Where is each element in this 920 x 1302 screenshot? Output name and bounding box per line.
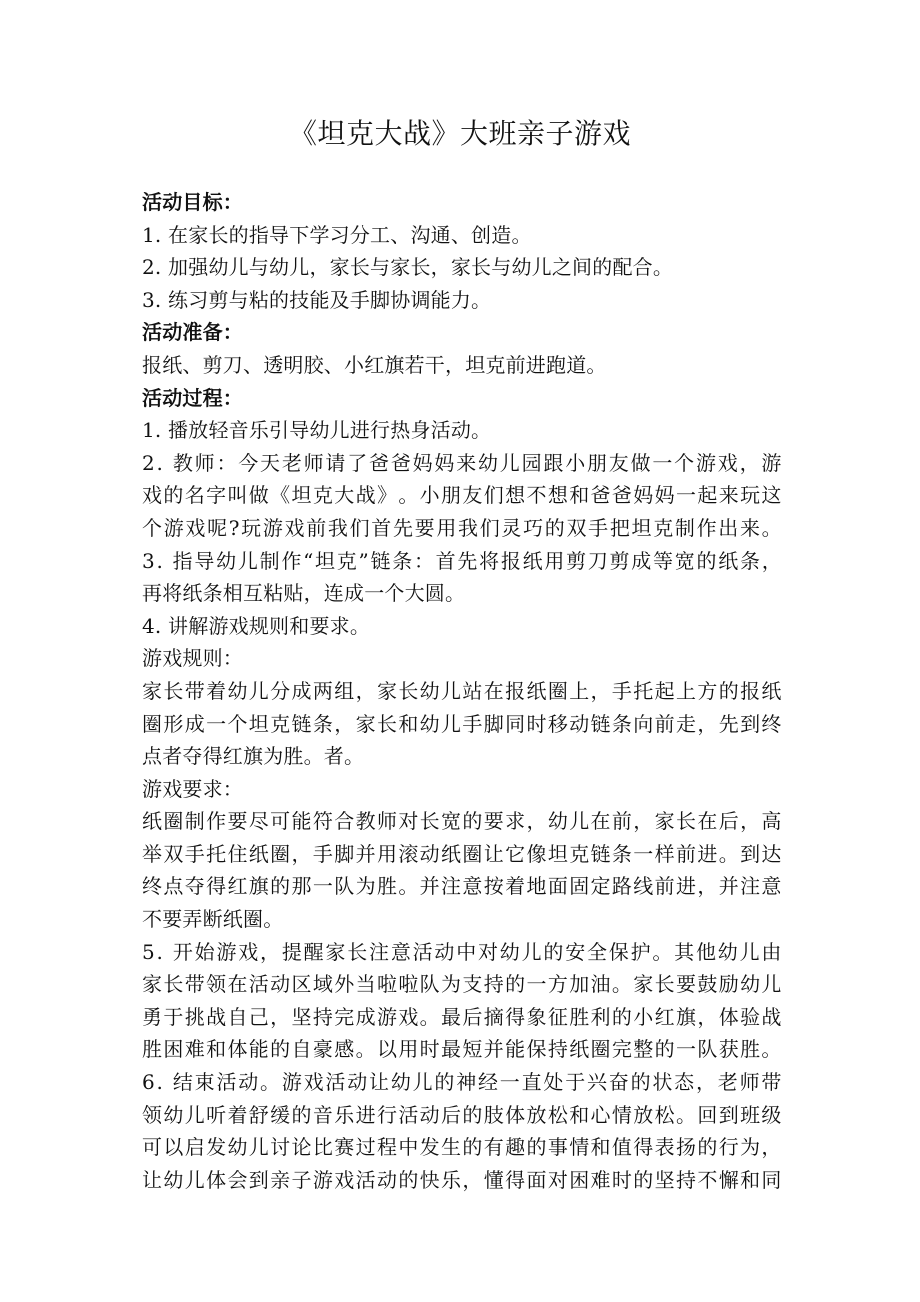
body-line: 纸 圈 制 作 要 尽 可 能 符 合 教 师 对 长 宽 的 要 求 ， 幼 儿 在 前 ， 家 长 在 后 ， 高 (142, 809, 782, 834)
body-line: 戏 的 名 字 叫 做 《 坦 克 大 战 》 。 小 朋 友 们 想 不 想 和 爸 爸 妈 妈 一 起 来 玩 这 (142, 483, 782, 508)
body-line: 游戏要求： (142, 776, 243, 801)
body-line: 1. 在家长的指导下学习分工、沟通、创造。 (142, 222, 532, 247)
body-line: 圈 形 成 一 个 坦 克 链 条 ， 家 长 和 幼 儿 手 脚 同 时 移 动 链 条 向 前 走 ， 先 到 终 (142, 711, 782, 736)
body-line: 点者夺得红旗为胜。者。 (142, 744, 365, 769)
body-line: 1. 播放轻音乐引导幼儿进行热身活动。 (142, 418, 492, 443)
body-line: 终 点 夺 得 红 旗 的 那 一 队 为 胜 。 并 注 意 按 着 地 面 固 定 路 线 前 进 ， 并 注 意 (142, 874, 782, 899)
body-line: 再将纸条相互粘贴，连成一个大圆。 (142, 581, 466, 606)
body-line: 报纸、剪刀、透明胶、小红旗若干，坦克前进跑道。 (142, 352, 607, 377)
body-line: 举 双 手 托 住 纸 圈 ， 手 脚 并 用 滚 动 纸 圈 让 它 像 坦 克 链 条 一 样 前 进 。 到 达 (142, 841, 782, 866)
section-heading: 活动目标： (142, 190, 243, 214)
body-line: 家 长 带 着 幼 儿 分 成 两 组 ， 家 长 幼 儿 站 在 报 纸 圈 上 ， 手 托 起 上 方 的 报 纸 (142, 678, 782, 703)
body-line: 5 . 开 始 游 戏 ， 提 醒 家 长 注 意 活 动 中 对 幼 儿 的 安 全 保 护 。 其 他 幼 儿 由 (142, 939, 782, 964)
body-line: 勇 于 挑 战 自 己 ， 坚 持 完 成 游 戏 。 最 后 摘 得 象 征 胜 利 的 小 红 旗 ， 体 验 战 (142, 1004, 782, 1029)
body-line: 3. 练习剪与粘的技能及手脚协调能力。 (142, 287, 492, 312)
body-line: 领 幼 儿 听 着 舒 缓 的 音 乐 进 行 活 动 后 的 肢 体 放 松 和 心 情 放 松 。 回 到 班 级 (142, 1102, 782, 1127)
document-body (142, 186, 782, 1196)
body-line: 胜 困 难 和 体 能 的 自 豪 感 。 以 用 时 最 短 并 能 保 持 纸 圈 完 整 的 一 队 获 胜 。 (142, 1037, 782, 1062)
body-line: 个 游 戏 呢 ? 玩 游 戏 前 我 们 首 先 要 用 我 们 灵 巧 的 双 手 把 坦 克 制 作 出 来 。 (142, 515, 782, 540)
body-line: 2 . 教 师 ： 今 天 老 师 请 了 爸 爸 妈 妈 来 幼 儿 园 跟 小 朋 友 做 一 个 游 戏 ， 游 (142, 450, 782, 475)
document-title: 《坦克大战》大班亲子游戏 (288, 117, 631, 150)
body-line: 2. 加强幼儿与幼儿，家长与家长，家长与幼儿之间的配合。 (142, 255, 674, 280)
body-line: 游戏规则： (142, 646, 243, 671)
body-line: 6 . 结 束 活 动 。 游 戏 活 动 让 幼 儿 的 神 经 一 直 处 于 兴 奋 的 状 态 ， 老 师 带 (142, 1070, 782, 1095)
body-line: 不要弄断纸圈。 (142, 907, 284, 932)
section-heading: 活动过程： (142, 385, 243, 410)
body-line: 让 幼 儿 体 会 到 亲 子 游 戏 活 动 的 快 乐 ， 懂 得 面 对 困 难 时 的 坚 持 不 懈 和 同 (142, 1167, 782, 1192)
body-line: 家 长 带 领 在 活 动 区 域 外 当 啦 啦 队 为 支 持 的 一 方 加 油 。 家 长 要 鼓 励 幼 儿 (142, 972, 782, 997)
body-line: 可 以 启 发 幼 儿 讨 论 比 赛 过 程 中 发 生 的 有 趣 的 事 情 和 值 得 表 扬 的 行 为 ， (142, 1135, 782, 1160)
section-heading: 活动准备： (142, 320, 243, 345)
body-line: 3 . 指 导 幼 儿 制 作 “ 坦 克 ” 链 条 ： 首 先 将 报 纸 用 剪 刀 剪 成 等 宽 的 纸 条 ， (142, 548, 782, 573)
body-line: 4. 讲解游戏规则和要求。 (142, 613, 371, 638)
